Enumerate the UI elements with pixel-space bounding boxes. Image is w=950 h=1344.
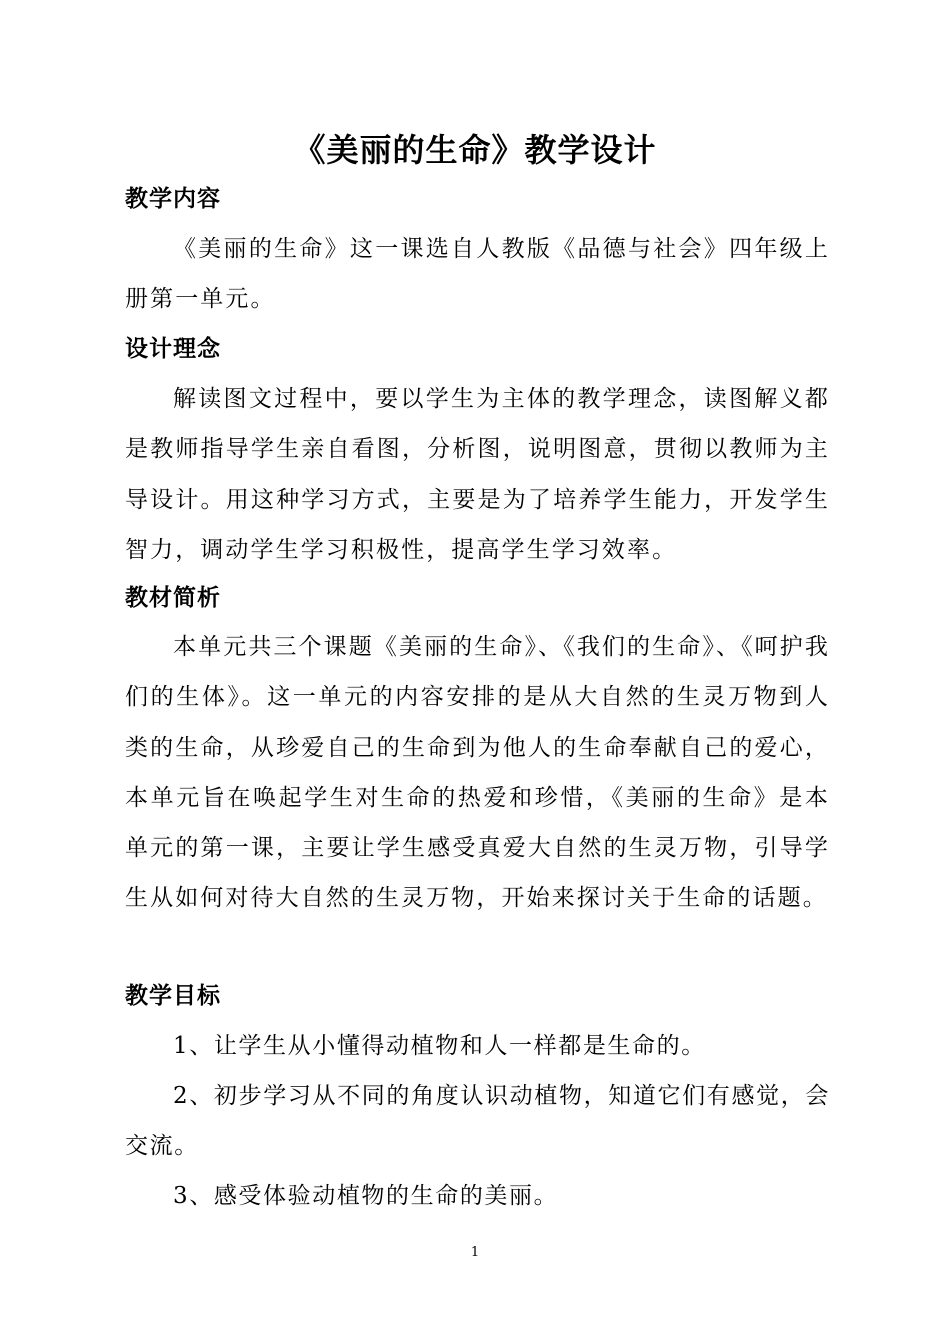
section-heading-material-analysis: 教材简析 (125, 585, 221, 611)
goal-item-2: 2、初步学习从不同的角度认识动植物，知道它们有感觉，会交流。 (125, 1083, 830, 1160)
paragraph-teaching-content: 《美丽的生命》这一课选自人教版《品德与社会》四年级上册第一单元。 (125, 236, 830, 313)
section-heading-teaching-goals: 教学目标 (125, 983, 221, 1009)
goal-item-1: 1、让学生从小懂得动植物和人一样都是生命的。 (173, 1033, 706, 1059)
section-heading-teaching-content: 教学内容 (125, 186, 221, 212)
goal-item-3: 3、感受体验动植物的生命的美丽。 (173, 1183, 559, 1209)
document-title: 《美丽的生命》教学设计 (293, 131, 657, 169)
paragraph-design-concept: 解读图文过程中，要以学生为主体的教学理念，读图解义都是教师指导学生亲自看图，分析图，说明图意，贯彻以教师为主导设计。用这种学习方式，主要是为了培养学生能力，开发学生智力，调动学生学习积极性，提高学生学习效率。 (125, 386, 830, 563)
section-heading-design-concept: 设计理念 (125, 336, 221, 362)
paragraph-material-analysis: 本单元共三个课题《美丽的生命》、《我们的生命》、《呵护我们的生体》。这一单元的内容安排的是从大自然的生灵万物到人类的生命，从珍爱自己的生命到为他人的生命奉献自己的爱心，本单元旨在唤起学生对生命的热爱和珍惜，《美丽的生命》是本单元的第一课，主要让学生感受真爱大自然的生灵万物，引导学生从如何对待大自然的生灵万物，开始来探讨关于生命的话题。 (125, 634, 830, 912)
page-number: 1 (470, 1245, 480, 1260)
